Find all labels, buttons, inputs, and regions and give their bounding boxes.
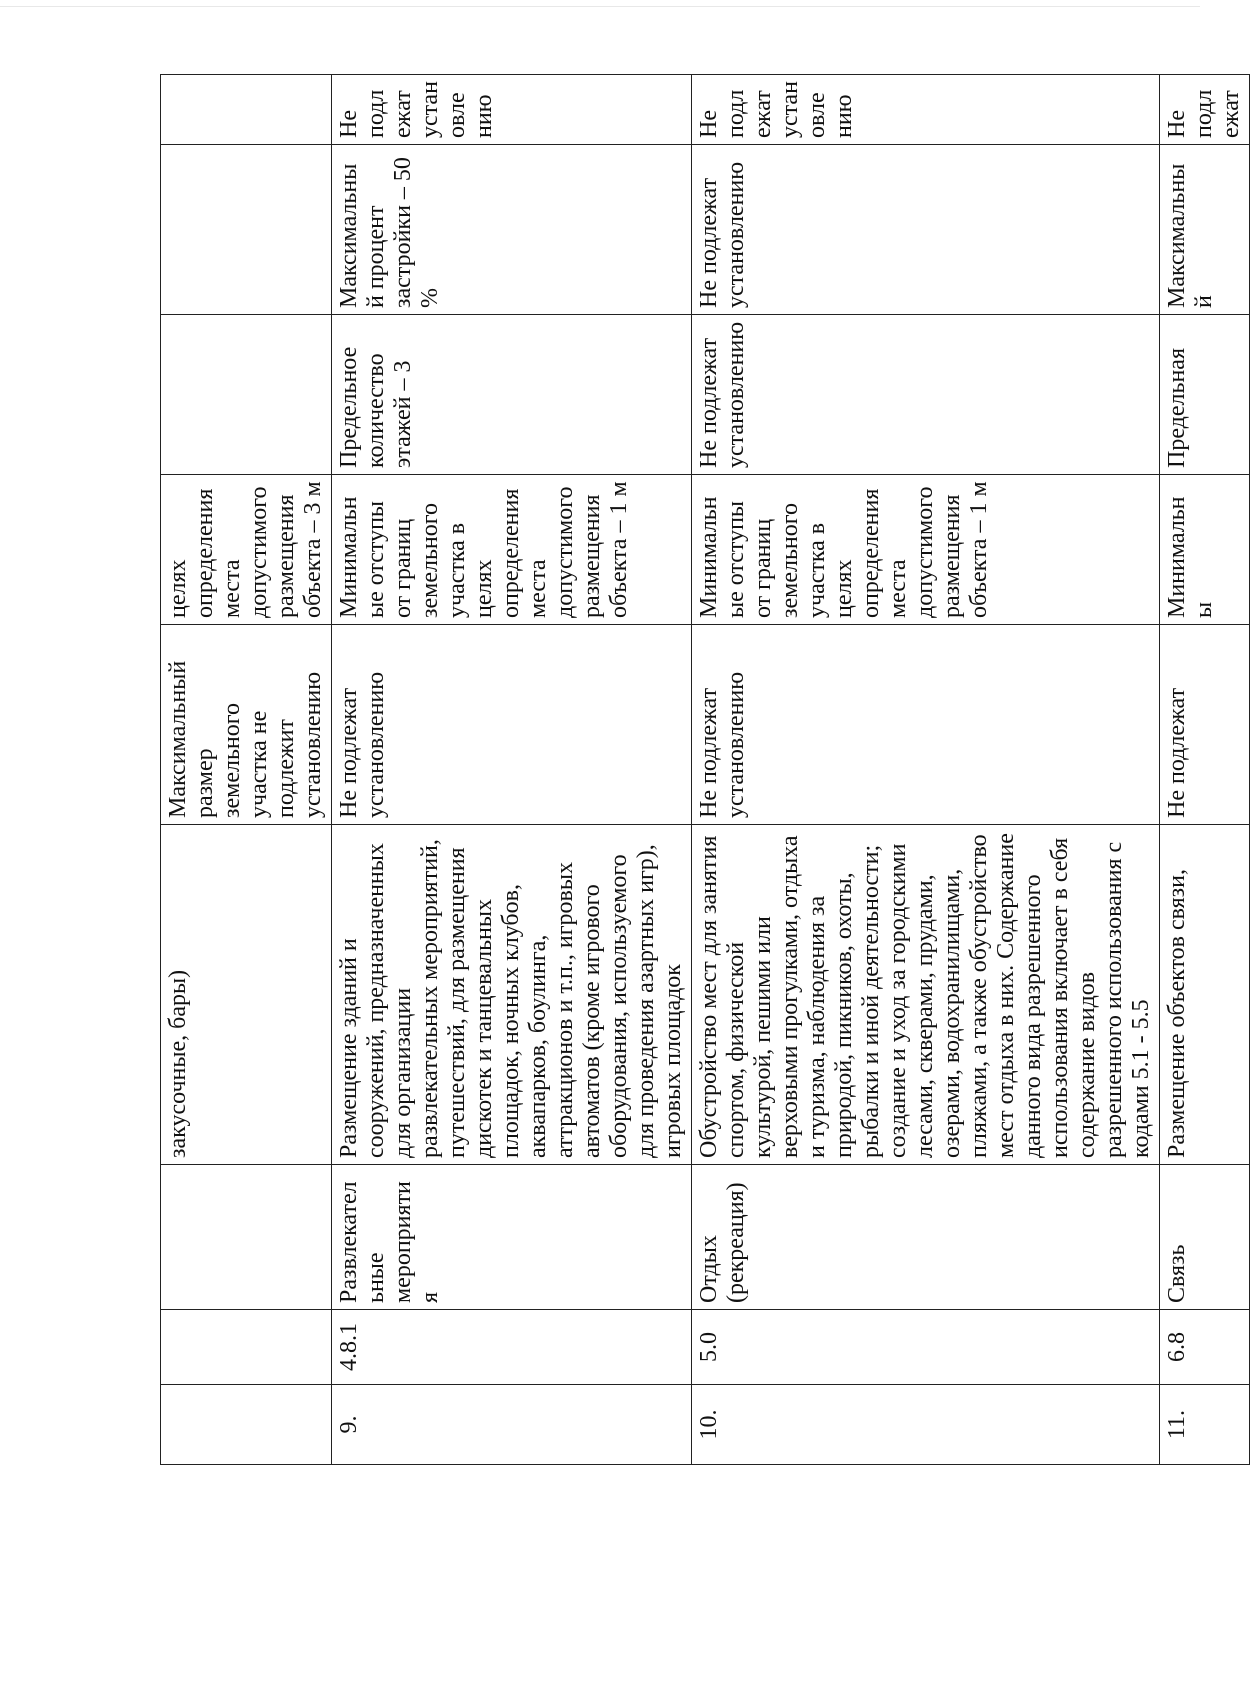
plot-size-limits: Не подлежат установлению [332, 625, 692, 825]
setback-limits: Минимальные отступы от границ земельного участка в целях определения места допустимого размещения объекта – 1 м [332, 475, 692, 625]
other-limits: Не подлежат [1160, 75, 1250, 145]
coverage-limits [161, 145, 332, 315]
setback-limits: целях определения места допустимого размещения объекта – 3 м [161, 475, 332, 625]
setback-limits: Минимальны [1160, 475, 1250, 625]
row-number: 9. [332, 1385, 692, 1465]
other-limits: Не подлежат установлению [332, 75, 692, 145]
use-description: закусочные, бары) [161, 825, 332, 1165]
coverage-limits: Не подлежат установлению [692, 145, 1160, 315]
use-code: 4.8.1 [332, 1310, 692, 1385]
use-code [161, 1310, 332, 1385]
use-description: Размещение объектов связи, [1160, 825, 1250, 1165]
use-name: Отдых (рекреация) [692, 1165, 1160, 1310]
table-row [161, 75, 332, 1465]
coverage-limits: Максимальный процент застройки – 50 % [332, 145, 692, 315]
table-row [332, 75, 692, 1465]
plot-size-limits: Не подлежат установлению [692, 625, 1160, 825]
use-code: 6.8 [1160, 1310, 1250, 1385]
zoning-regulations-table [160, 74, 1250, 1465]
floor-limits: Предельная [1160, 315, 1250, 475]
use-description: Обустройство мест для занятия спортом, физической культурой, пешими или верховыми прогулками, отдыха и туризма, наблюдения за природой, пикников, охоты, рыбалки и иной деятельности; создание и уход за городскими лесами, скверами, прудами, озерами, водохранилищами, пляжами, а также обустройство мест отдыха в них. Содержание данного вида разрешенного использования включает в себя содержание видов разрешенного использования с кодами 5.1 - 5.5 [692, 825, 1160, 1165]
other-limits [161, 75, 332, 145]
scan-top-edge [0, 6, 1200, 7]
table-row [1160, 75, 1250, 1465]
floor-limits [161, 315, 332, 475]
row-number [161, 1385, 332, 1465]
floor-limits: Предельное количество этажей – 3 [332, 315, 692, 475]
setback-limits: Минимальные отступы от границ земельного участка в целях определения места допустимого размещения объекта – 1 м [692, 475, 1160, 625]
use-name: Развлекательные мероприятия [332, 1165, 692, 1310]
row-number: 10. [692, 1385, 1160, 1465]
floor-limits: Не подлежат установлению [692, 315, 1160, 475]
use-description: Размещение зданий и сооружений, предназначенных для организации развлекательных мероприятий, путешествий, для размещения дискотек и танцевальных площадок, ночных клубов, аквапарков, боулинга, аттракционов и т.п., игровых автоматов (кроме игрового оборудования, используемого для проведения азартных игр), игровых площадок [332, 825, 692, 1165]
use-name: Связь [1160, 1165, 1250, 1310]
use-code: 5.0 [692, 1310, 1160, 1385]
use-name [161, 1165, 332, 1310]
other-limits: Не подлежат установлению [692, 75, 1160, 145]
row-number: 11. [1160, 1385, 1250, 1465]
table-row [692, 75, 1160, 1465]
rotated-page [160, 75, 1244, 1465]
plot-size-limits: Максимальный размер земельного участка не подлежит установлению [161, 625, 332, 825]
coverage-limits: Максимальный [1160, 145, 1250, 315]
plot-size-limits: Не подлежат [1160, 625, 1250, 825]
